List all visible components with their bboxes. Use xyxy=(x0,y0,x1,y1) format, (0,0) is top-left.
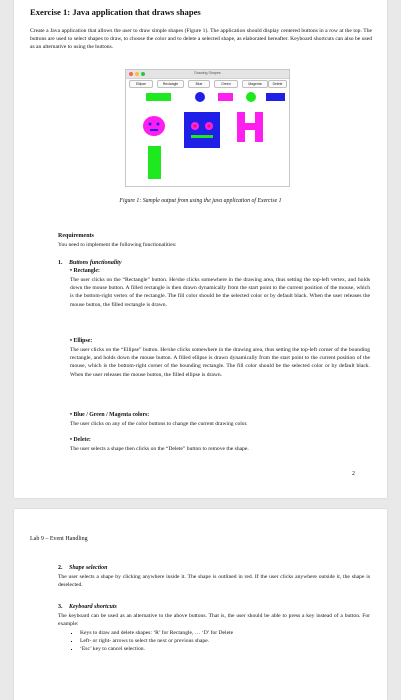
figure-caption: Figure 1: Sample output from using the java application of Exercise 1 xyxy=(119,198,282,204)
close-dot-icon xyxy=(129,72,133,76)
blue-button: Blue xyxy=(188,80,210,88)
delete-bullet-heading: • Delete: xyxy=(70,437,91,443)
exercise-title: Exercise 1: Java application that draws shapes xyxy=(30,7,201,17)
ellipse-bullet-heading: • Ellipse: xyxy=(70,338,93,344)
blue-square xyxy=(184,112,220,148)
delete-button: Delete xyxy=(268,80,287,88)
blue-rectangle-top-right xyxy=(266,93,285,101)
ellipse-bullet-text: The user clicks on the “Ellipse” button. He/she clicks somewhere in the drawing area, thus setting the top-left corner of the bounding rectangle, and holds down the mouse button. A filled ellipse is drawn dynamically from the start point to the current position of the mouse, which is the bottom-right corner of the bounding rectangle. The fill color should be the selected color or by default black. When the user releases the mouse button, the filled ellipse is drawn. xyxy=(70,347,370,378)
bullet-dot-icon: • xyxy=(70,268,74,274)
minimize-dot-icon xyxy=(135,72,139,76)
list-item: ▪ Keys to draw and delete shapes: ‘R’ for Rectangle, … ‘D’ for Delete xyxy=(80,629,370,637)
item1-heading: Buttons functionality xyxy=(69,260,122,266)
window-title: Drawing Shapes xyxy=(194,71,221,75)
magenta-button: Magenta xyxy=(242,80,268,88)
rectangle-bullet-heading: • Rectangle: xyxy=(70,268,100,274)
requirements-heading: Requirements xyxy=(58,233,94,239)
item2-heading: Shape selection xyxy=(69,565,108,571)
drawing-canvas xyxy=(126,88,289,186)
red-pupil-left xyxy=(194,125,197,128)
face-eye-left xyxy=(149,123,152,126)
intro-paragraph: Create a Java application that allows the user to draw simple shapes (Figure 1). The application should display centered buttons in a row at the top. The buttons are used to select shapes to draw, to choose the color and to delete a selected shape, as elaborated hereafter. Keyboard shortcuts can also be used as an alternative to using the buttons. xyxy=(30,28,372,51)
green-tall-rectangle xyxy=(148,146,161,179)
green-rectangle-top-left xyxy=(146,93,171,101)
red-pupil-right xyxy=(208,125,211,128)
list-item: ▪ ‘Esc’ key to cancel selection. xyxy=(80,645,370,653)
item3-text: The keyboard can be used as an alternative to the above buttons. That is, the user should be able to press a key instead of a button. For example: xyxy=(58,613,370,628)
rectangle-button: Rectangle xyxy=(157,80,184,88)
colors-bullet-text: The user clicks on any of the color buttons to change the current drawing color. xyxy=(70,421,248,427)
item3-heading: Keyboard shortcuts xyxy=(69,604,117,610)
bullet-dot-icon: • xyxy=(70,338,74,344)
blue-circle xyxy=(195,92,205,102)
ellipse-button: Ellipse xyxy=(129,80,153,88)
bullet-dot-icon: • xyxy=(70,437,74,443)
face-eye-right xyxy=(157,123,160,126)
maximize-dot-icon xyxy=(141,72,145,76)
rectangle-bullet-text: The user clicks on the “Rectangle” button. He/she clicks somewhere in the drawing area, thus setting the top-left vertex, and holds down the mouse button. A filled rectangle is then drawn dynamically from the start point to the current position of the mouse, which is the bottom-right vertex of the rectangle. The fill color should be the selected color or by default black. When the user releases the mouse button, the filled rectangle is drawn. xyxy=(70,277,370,308)
window-titlebar xyxy=(126,70,289,79)
page-number: 2 xyxy=(352,471,355,477)
list-item: ▪ Left- or right- arrows to select the next or previous shape. xyxy=(80,637,370,645)
document-page-1 xyxy=(14,0,387,498)
green-button: Green xyxy=(214,80,238,88)
green-mouth xyxy=(191,135,213,138)
bullet-dot-icon: • xyxy=(70,412,74,418)
green-circle xyxy=(246,92,256,102)
figure-toolbar xyxy=(126,79,289,88)
page-header: Lab 9 – Event Handling xyxy=(30,536,88,542)
delete-bullet-text: The user selects a shape then clicks on the “Delete” button to remove the shape. xyxy=(70,446,249,452)
colors-bullet-heading: • Blue / Green / Magenta colors: xyxy=(70,412,150,418)
shortcut-list xyxy=(58,629,370,653)
magenta-face-ellipse xyxy=(143,116,165,136)
requirements-intro: You need to implement the following functionalities: xyxy=(58,242,177,248)
item3-number: 3. xyxy=(58,604,63,610)
item1-number: 1. xyxy=(58,260,63,266)
face-mouth xyxy=(150,129,158,131)
item2-text: The user selects a shape by clicking anywhere inside it. The shape is outlined in red. If the user clicks anywhere outside it, the shape is deselected. xyxy=(58,574,370,589)
figure-app-window xyxy=(125,69,290,187)
item2-number: 2. xyxy=(58,565,63,571)
magenta-h-bar xyxy=(237,123,263,130)
document-page-2 xyxy=(14,509,387,700)
magenta-rectangle-top xyxy=(218,93,233,101)
